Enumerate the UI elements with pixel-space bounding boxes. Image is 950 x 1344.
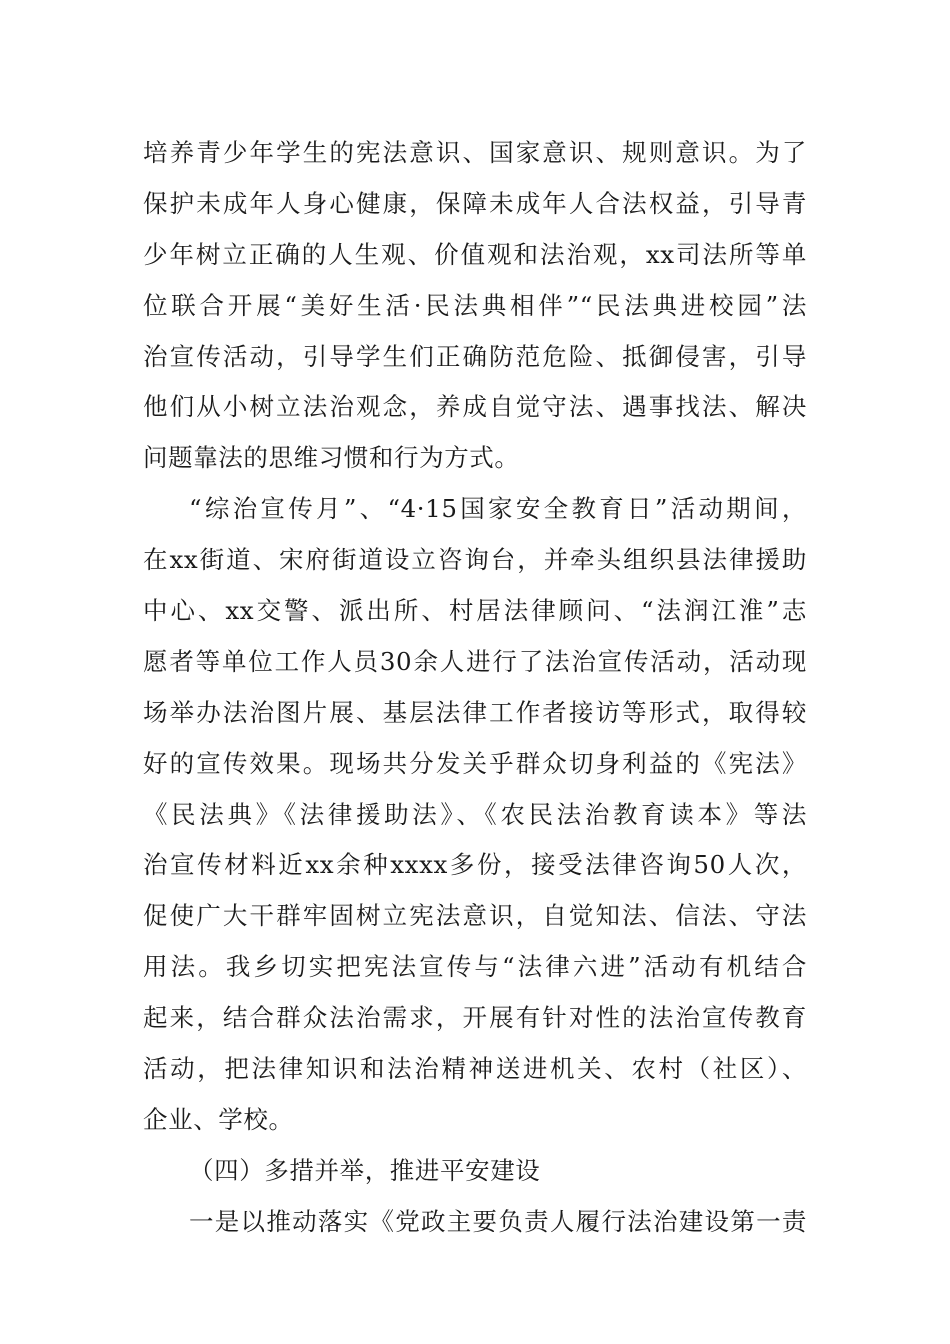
paragraph-line: 少年树立正确的人生观、价值观和法治观，xx司法所等单 [143,239,807,269]
paragraph-line: 中心、xx交警、派出所、村居法律顾问、“法润江淮”志 [143,596,807,626]
paragraph-line: 起来，结合群众法治需求，开展有针对性的法治宣传教育 [143,1003,807,1033]
paragraph-line: 企业、学校。 [143,1104,294,1134]
section-heading: （四）多措并举，推进平安建设 [189,1155,541,1185]
paragraph-line: “综治宣传月”、“4·15国家安全教育日”活动期间， [189,494,807,524]
document-body [143,128,807,1248]
paragraph-line: 活动，把法律知识和法治精神送进机关、农村（社区）、 [143,1054,807,1084]
paragraph-line: 他们从小树立法治观念，养成自觉守法、遇事找法、解决 [143,392,807,422]
paragraph-line: 一是以推动落实《党政主要负责人履行法治建设第一责 [189,1206,807,1236]
paragraph-line: 保护未成年人身心健康，保障未成年人合法权益，引导青 [143,188,807,218]
paragraph-line: 用法。我乡切实把宪法宣传与“法律六进”活动有机结合 [143,952,807,982]
paragraph-line: 培养青少年学生的宪法意识、国家意识、规则意识。为了 [143,138,807,167]
paragraph-line: 好的宣传效果。现场共分发关乎群众切身利益的《宪法》 [143,748,807,778]
paragraph-line: 在xx街道、宋府街道设立咨询台，并牵头组织县法律援助 [143,545,807,575]
paragraph-line: 位联合开展“美好生活·民法典相伴”“民法典进校园”法 [143,290,807,320]
paragraph-line: 愿者等单位工作人员30余人进行了法治宣传活动，活动现 [143,646,807,676]
paragraph-line: 治宣传材料近xx余种xxxx多份，接受法律咨询50人次， [143,850,807,880]
paragraph-line: 问题靠法的思维习惯和行为方式。 [143,443,520,473]
paragraph-line: 治宣传活动，引导学生们正确防范危险、抵御侵害，引导 [143,341,807,371]
paragraph-line: 促使广大干群牢固树立宪法意识，自觉知法、信法、守法 [143,901,807,931]
paragraph-line: 《民法典》《法律援助法》、《农民法治教育读本》等法 [143,799,807,829]
paragraph-line: 场举办法治图片展、基层法律工作者接访等形式，取得较 [143,697,807,727]
